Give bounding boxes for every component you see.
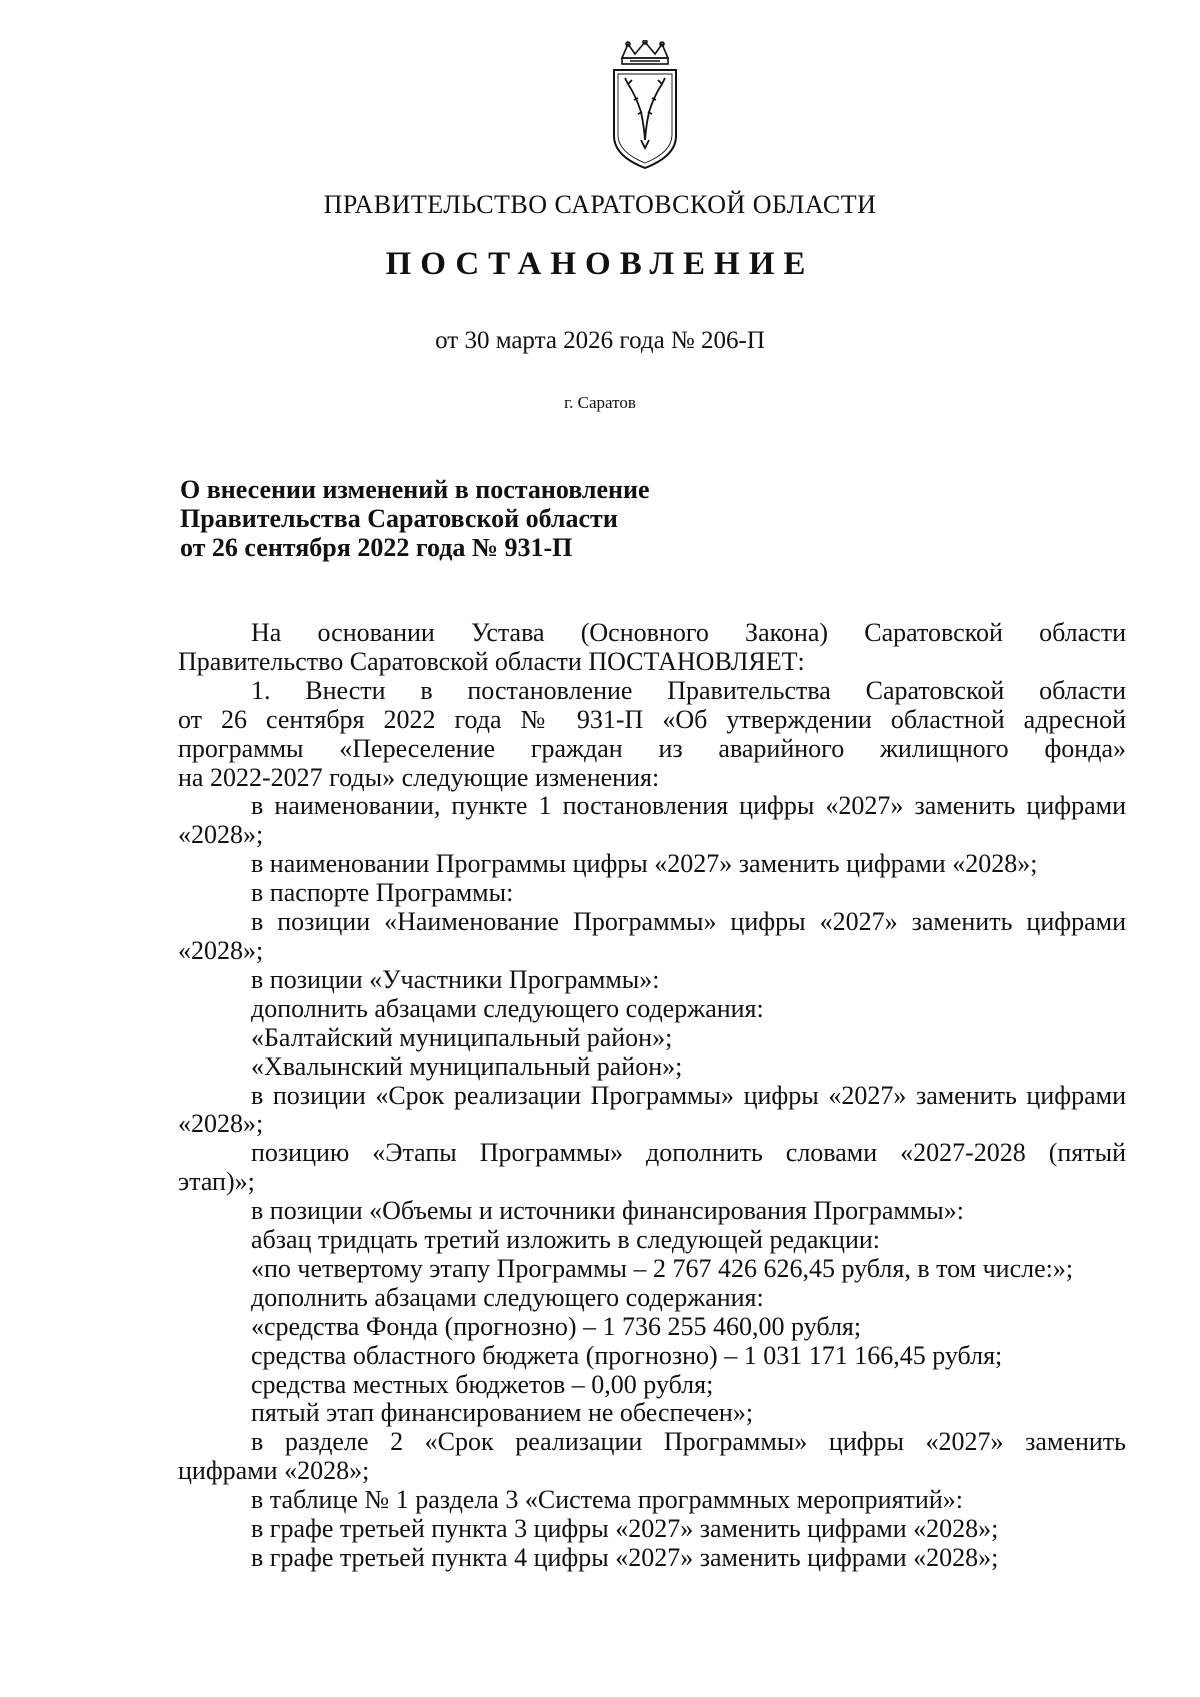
body-line: в таблице № 1 раздела 3 «Система программных мероприятий»: — [251, 1485, 963, 1515]
body-line: «по четвертому этапу Программы – 2 767 426 626,45 рубля, в том числе:»; — [251, 1253, 1074, 1283]
subject-line: Правительства Саратовской области — [180, 504, 618, 533]
document-subject — [180, 475, 800, 562]
document-body — [178, 619, 1126, 1573]
body-line: в позиции «Объемы и источники финансирования Программы»: — [251, 1196, 964, 1226]
body-line: «средства Фонда (прогнозно) – 1 736 255 460,00 рубля; — [251, 1311, 862, 1341]
organization-name: ПРАВИТЕЛЬСТВО САРАТОВСКОЙ ОБЛАСТИ — [323, 190, 877, 219]
body-line: в наименовании Программы цифры «2027» заменить цифрами «2028»; — [251, 849, 1038, 879]
body-line: на 2022-2027 годы» следующие изменения: — [178, 762, 660, 792]
body-line: дополнить абзацами следующего содержания: — [251, 1282, 764, 1312]
body-line: программы «Переселение граждан из аварийного жилищного фонда» — [178, 733, 1126, 763]
coat-of-arms-emblem — [608, 40, 682, 172]
document-type-title: ПОСТАНОВЛЕНИЕ — [385, 246, 815, 282]
body-line: цифрами «2028»; — [178, 1456, 370, 1486]
body-line: Правительство Саратовской области ПОСТАНОВЛЯЕТ: — [178, 646, 805, 676]
body-line: в паспорте Программы: — [251, 878, 514, 908]
body-line: в позиции «Участники Программы»: — [251, 964, 660, 994]
body-line: в графе третьей пункта 3 цифры «2027» заменить цифрами «2028»; — [251, 1514, 999, 1544]
body-line: пятый этап финансированием не обеспечен»; — [251, 1398, 754, 1428]
document-city: г. Саратов — [564, 393, 636, 412]
body-line: в графе третьей пункта 4 цифры «2027» заменить цифрами «2028»; — [251, 1543, 999, 1572]
body-line: «Хвалынский муниципальный район»; — [251, 1051, 683, 1081]
body-line: в позиции «Срок реализации Программы» цифры «2027» заменить цифрами — [251, 1080, 1126, 1110]
body-line: «Балтайский муниципальный район»; — [251, 1022, 673, 1052]
body-line: «2028»; — [178, 935, 264, 965]
body-line: дополнить абзацами следующего содержания: — [251, 993, 764, 1023]
document-date-number: от 30 марта 2026 года № 206-П — [435, 327, 765, 354]
body-line: средства областного бюджета (прогнозно) – 1 031 171 166,45 рубля; — [251, 1340, 1003, 1370]
body-line: от 26 сентября 2022 года № 931-П «Об утверждении областной адресной — [178, 704, 1126, 734]
body-line: в наименовании, пункте 1 постановления цифры «2027» заменить цифрами — [251, 791, 1126, 821]
body-line: На основании Устава (Основного Закона) Саратовской области — [251, 618, 1126, 647]
body-line: позицию «Этапы Программы» дополнить словами «2027-2028 (пятый — [251, 1138, 1126, 1168]
body-line: в позиции «Наименование Программы» цифры «2027» заменить цифрами — [251, 907, 1126, 937]
body-line: этап)»; — [178, 1167, 255, 1197]
body-line: средства местных бюджетов – 0,00 рубля; — [251, 1369, 714, 1399]
body-line: 1. Внести в постановление Правительства Саратовской области — [251, 675, 1126, 705]
body-line: «2028»; — [178, 1109, 264, 1139]
body-line: в разделе 2 «Срок реализации Программы» цифры «2027» заменить — [251, 1427, 1126, 1457]
body-line: «2028»; — [178, 820, 264, 850]
subject-line: О внесении изменений в постановление — [180, 475, 650, 504]
body-line: абзац тридцать третий изложить в следующей редакции: — [251, 1225, 881, 1255]
subject-line: от 26 сентября 2022 года № 931-П — [180, 533, 573, 562]
